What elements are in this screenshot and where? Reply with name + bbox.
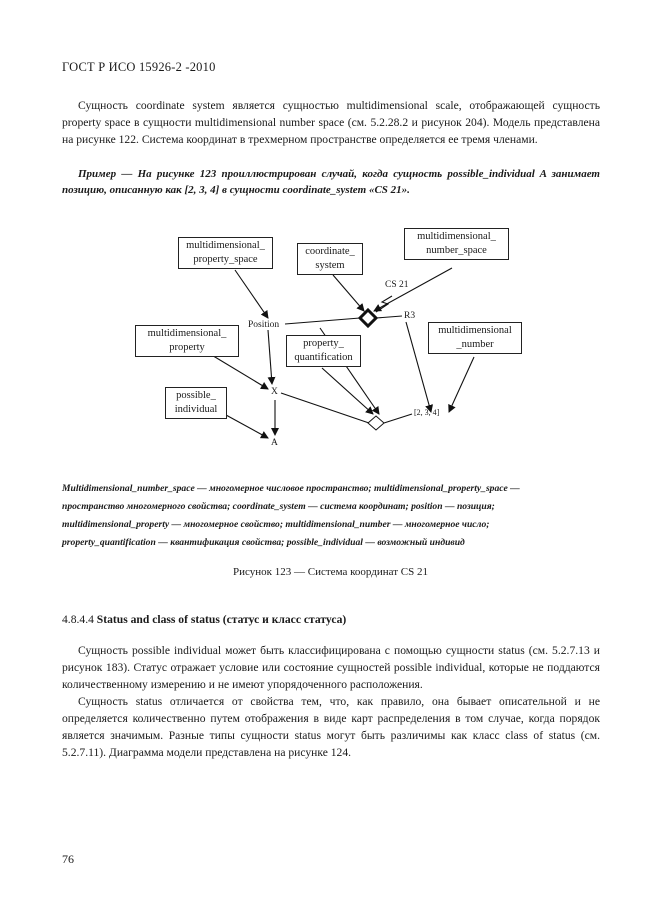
legend-line-4: property_quantification — квантификация свойства; possible_individual — возможный индивид: [62, 537, 465, 548]
line-x-smalldiamond: [281, 393, 369, 423]
label-x: X: [271, 387, 278, 397]
box-mdp: multidimensional_ property: [135, 325, 239, 357]
label-position: Position: [248, 320, 280, 330]
arrow-mdp-x: [210, 354, 268, 389]
line-position-diamond: [285, 318, 360, 324]
line-smalldiamond-value: [384, 414, 412, 423]
box-mdns: multidimensional_ number_space: [404, 228, 509, 260]
box-mdn: multidimensional _number: [428, 322, 522, 354]
relation-diamond-small: [368, 416, 384, 430]
section-number: 4.8.4.4: [62, 613, 94, 626]
label-r3: R3: [404, 311, 416, 321]
box-mdps: multidimensional_ property_space: [178, 237, 273, 269]
arrow-pq-smalldiamond: [322, 368, 373, 414]
legend-line-2: пространство многомерного свойства; coordinate_system — система координат; position — позиция;: [62, 501, 495, 512]
section-title: Status and class of status (статус и класс статуса): [96, 613, 347, 626]
body-paragraph-1: Сущность possible individual может быть классифицирована с помощью сущности status (см. 5.2.7.13 и рисунок 183). Статус отражает условие или состояние сущностей possible individual, которые не поддаются количественному измерению и не имеют упорядоченного расположения.: [62, 644, 600, 691]
legend-line-3: multidimensional_property — многомерное свойство; multidimensional_number — многомерное число;: [62, 519, 490, 530]
example-text: Пример — На рисунке 123 проиллюстрирован случай, когда сущность possible_individual A занимает позицию, описанную как [2, 3, 4] в сущности coordinate_system «CS 21».: [62, 168, 600, 196]
body-paragraphs: [62, 642, 600, 761]
body-paragraph-2: Сущность status отличается от свойства тем, что, как правило, она бывает описательной и не определяется количественно путем отображения в виде карт распределения в том случае, когда порядок является значимым. Разные типы сущности status могут быть различимы как класс class of status (см. 5.2.7.11). Диаграмма модели представлена на рисунке 124.: [62, 695, 600, 759]
label-cs21: CS 21: [385, 280, 409, 290]
box-possible-individual: possible_ individual: [165, 387, 227, 419]
figure-legend: [62, 480, 602, 552]
arrow-mdps-position: [235, 270, 268, 318]
label-a: A: [271, 438, 278, 448]
legend-line-1: Multidimensional_number_space — многомерное числовое пространство; multidimensional_property_space —: [62, 483, 520, 494]
relation-diamond-bold: [360, 310, 376, 326]
label-value: [2, 3, 4]: [414, 408, 440, 417]
intro-text: Сущность coordinate system является сущностью multidimensional scale, отображающей сущность property space в сущности multidimensional number space (см. 5.2.28.2 и рисунок 204). Модель представлена на рисунке 122. Система координат в трехмерном пространстве определяется ее тремя членами.: [62, 99, 600, 146]
cs21-pointer: [376, 296, 392, 312]
arrow-pi-a: [226, 415, 268, 438]
arrow-mdn-value: [449, 357, 474, 412]
arrow-position-x: [268, 330, 272, 384]
page-number: 76: [62, 852, 74, 866]
arrow-cs-diamond: [333, 275, 364, 311]
line-diamond-r3: [376, 316, 402, 318]
section-heading: [62, 613, 346, 626]
intro-paragraph: [62, 97, 600, 148]
figure-caption: Рисунок 123 — Система координат CS 21: [233, 566, 428, 578]
box-coordinate-system: coordinate_ system: [297, 243, 363, 275]
box-property-quantification: property_ quantification: [286, 335, 361, 367]
page-header: ГОСТ Р ИСО 15926-2 -2010: [62, 60, 216, 74]
